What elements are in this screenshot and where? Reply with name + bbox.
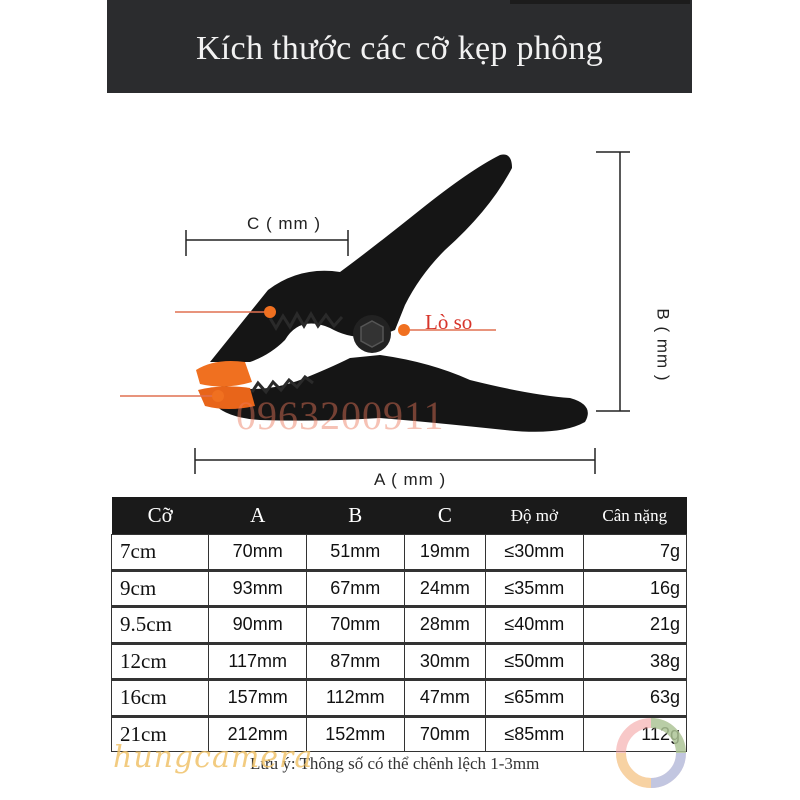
table-row bbox=[112, 535, 687, 571]
table-row bbox=[112, 643, 687, 680]
table-row bbox=[112, 570, 687, 607]
cell-a: 93mm bbox=[209, 570, 307, 607]
cell-size: 9cm bbox=[112, 570, 209, 607]
spring-label: Lò so bbox=[425, 310, 473, 334]
dimension-b-line bbox=[596, 152, 630, 411]
cell-b: 112mm bbox=[306, 680, 404, 717]
cell-weight: 38g bbox=[583, 643, 686, 680]
aperture-logo-icon bbox=[611, 713, 691, 793]
cell-opening: ≤50mm bbox=[486, 643, 583, 680]
cell-c: 24mm bbox=[404, 570, 486, 607]
cell-c: 70mm bbox=[404, 716, 486, 752]
cell-a: 212mm bbox=[209, 716, 307, 752]
cell-weight: 21g bbox=[583, 607, 686, 644]
cell-size: 12cm bbox=[112, 643, 209, 680]
table-header-row bbox=[112, 497, 687, 535]
dimension-c-label: C ( mm ) bbox=[247, 214, 322, 233]
cell-weight: 112g bbox=[583, 716, 686, 752]
dimension-b-label: B ( mm ) bbox=[653, 308, 673, 382]
cell-a: 90mm bbox=[209, 607, 307, 644]
cell-b: 152mm bbox=[306, 716, 404, 752]
header-opening: Độ mở bbox=[486, 497, 583, 535]
cell-b: 87mm bbox=[306, 643, 404, 680]
cell-c: 19mm bbox=[404, 535, 486, 571]
cell-size: 21cm bbox=[112, 716, 209, 752]
top-edge-bar bbox=[510, 0, 690, 4]
table-row bbox=[112, 607, 687, 644]
header-a: A bbox=[209, 497, 307, 535]
phone-watermark: 0963200911 bbox=[236, 393, 445, 438]
header-weight: Cân nặng bbox=[583, 497, 686, 535]
cell-weight: 16g bbox=[583, 570, 686, 607]
cell-size: 9.5cm bbox=[112, 607, 209, 644]
cell-a: 117mm bbox=[209, 643, 307, 680]
cell-opening: ≤85mm bbox=[486, 716, 583, 752]
cell-opening: ≤35mm bbox=[486, 570, 583, 607]
dimension-a-label: A ( mm ) bbox=[374, 470, 447, 489]
cell-a: 70mm bbox=[209, 535, 307, 571]
cell-size: 7cm bbox=[112, 535, 209, 571]
size-table bbox=[111, 497, 687, 752]
header-size: Cỡ bbox=[112, 497, 209, 535]
cell-size: 16cm bbox=[112, 680, 209, 717]
cell-c: 28mm bbox=[404, 607, 486, 644]
cell-b: 67mm bbox=[306, 570, 404, 607]
cell-c: 47mm bbox=[404, 680, 486, 717]
table-row bbox=[112, 680, 687, 717]
cell-weight: 63g bbox=[583, 680, 686, 717]
tolerance-note: Lưu ý: Thông số có thể chênh lệch 1-3mm bbox=[250, 754, 540, 773]
cell-b: 70mm bbox=[306, 607, 404, 644]
cell-opening: ≤65mm bbox=[486, 680, 583, 717]
brand-logo-text: hungcamera bbox=[113, 740, 314, 775]
cell-a: 157mm bbox=[209, 680, 307, 717]
cell-opening: ≤30mm bbox=[486, 535, 583, 571]
cell-weight: 7g bbox=[583, 535, 686, 571]
clamp-body bbox=[210, 155, 588, 432]
title-banner bbox=[107, 0, 692, 93]
clamp-diagram bbox=[0, 100, 800, 490]
header-b: B bbox=[306, 497, 404, 535]
cell-b: 51mm bbox=[306, 535, 404, 571]
cell-opening: ≤40mm bbox=[486, 607, 583, 644]
page-title: Kích thước các cỡ kẹp phông bbox=[195, 30, 604, 67]
header-c: C bbox=[404, 497, 486, 535]
cell-c: 30mm bbox=[404, 643, 486, 680]
